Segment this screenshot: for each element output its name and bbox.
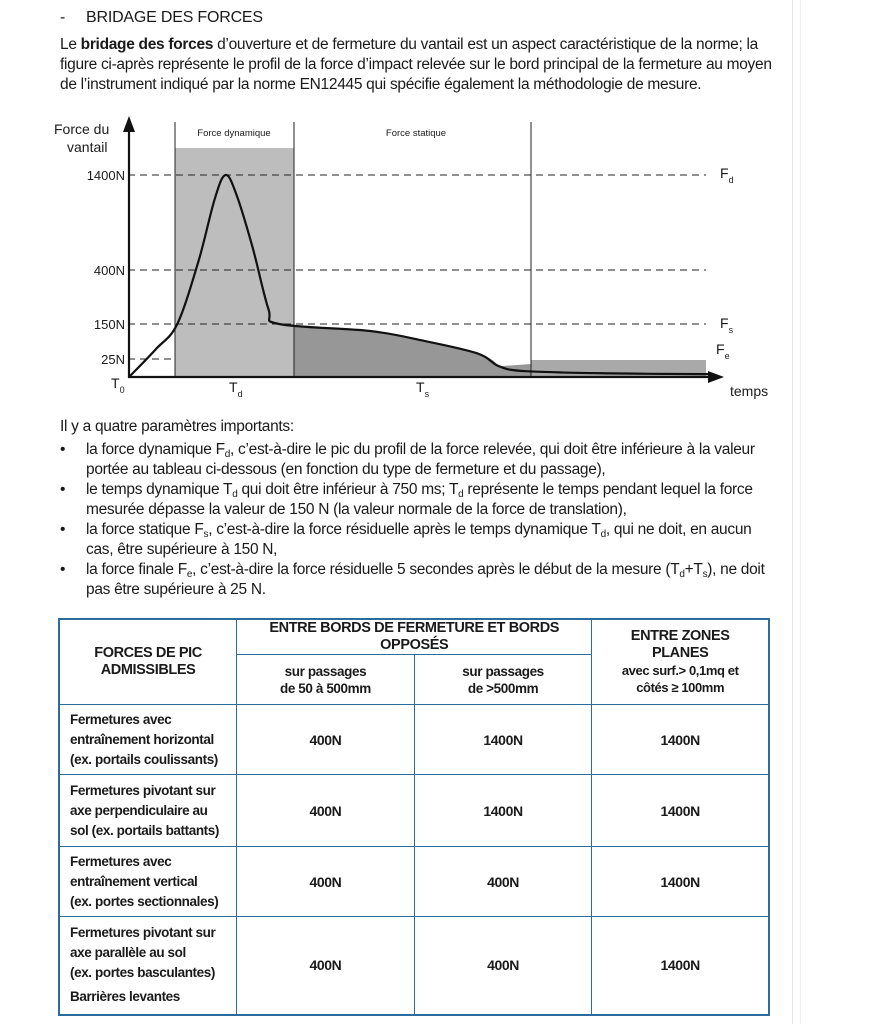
row-label: Fermetures pivotant sur axe parallèle au sol (ex. portes basculantes) Barrières levantes [59,917,237,1015]
bullet-glyph: • [60,441,66,458]
heading-dash: - [60,9,66,26]
intro-post: d’ouverture et de fermeture du vantail est un aspect caractéristique de la norme; la figure ci-après représente le profil de la force d’impact relevée sur le bord principal de la fermeture au moyen de l’instrument indiqué par la norme EN12445 qui spécifie également la méthodologie de mesure. [60,36,772,93]
cell-value: 400N [237,847,415,917]
y-tick-1400: 1400N [86,168,125,183]
cell-value: 400N [237,775,415,847]
x-axis-label: temps [730,383,769,399]
param-item: • la force finale $F_e$, c’est-à-dire la force résiduelle 5 secondes après le début de la mesure $(T_d+T_s)$, ne doit pas être supérieure à 25 N. [60,561,765,598]
params-title: Il y a quatre paramètres importants: [60,418,294,435]
region-label-dynamic: Force dynamique [197,128,271,139]
intro-paragraph [60,35,780,95]
cell-value: 1400N [592,775,769,847]
cell-value: 1400N [592,705,769,775]
cell-value: 400N [237,705,415,775]
row-label: Fermetures pivotant sur axe perpendiculaire au sol (ex. portails battants) [59,775,237,847]
region-label-static: Force statique [385,128,447,139]
page-edge-rule [792,0,793,1024]
y-tick-150: 150N [93,317,125,332]
cell-value: 400N [414,847,592,917]
static-zone [279,324,531,377]
y-axis-label-line1: Force du [54,121,110,137]
y-tick-25: 25N [101,352,125,367]
force-profile-chart [40,112,790,412]
row-label: Fermetures avec entraînement vertical (ex. portes sectionnales) [59,847,237,917]
bullet-glyph: • [60,561,66,578]
y-axis-label-line2: vantail [67,139,108,155]
bullet-glyph: • [60,521,66,538]
cell-value: 400N [414,917,592,1015]
subheader-50-500: sur passages de 50 à 500mm [237,655,415,705]
peak-forces-table [58,618,770,1016]
param-item: • la force statique $F_s$, c’est-à-dire la force résiduelle après le temps dynamique $T_d$, qui ne doit, en aucun cas, être supérieure à 150 N, [60,521,752,558]
param-item: • le temps dynamique $T_d$ qui doit être inférieur à 750 ms; $T_d$ représente le temps pendant lequel la force mesurée dépasse la valeur de 150 N (la valeur normale de la force de translation), [60,481,753,518]
table-group-header-planes [592,619,769,705]
table-group-header-edges: ENTRE BORDS DE FERMETURE ET BORDS OPPOSÉS [237,619,592,655]
heading-title: BRIDAGE DES FORCES [86,9,263,26]
y-tick-400: 400N [93,263,125,278]
planes-title: ENTRE ZONES PLANES [630,628,730,661]
cell-value: 1400N [414,775,592,847]
cell-value: 1400N [414,705,592,775]
table-row [59,917,769,1015]
params-list [60,440,780,600]
table-row [59,847,769,917]
section-heading [60,9,263,27]
cell-value: 1400N [592,917,769,1015]
row-label: Fermetures avec entraînement horizontal (ex. portails coulissants) [59,705,237,775]
param-item: • la force dynamique $F_d$, c’est-à-dire le pic du profil de la force relevée, qui doit être inférieure à la valeur portée au tableau ci-dessous (en fonction du type de fermeture et du passage), [60,441,755,478]
intro-pre: Le [60,36,81,53]
cell-value: 1400N [592,847,769,917]
table-row [59,705,769,775]
subheader-over-500: sur passages de >500mm [414,655,592,705]
label-fs: $F_s$ [720,315,734,335]
table-corner-header: FORCES DE PIC ADMISSIBLES [59,619,237,705]
label-td: $T_d$ [229,379,243,399]
label-fd: $F_d$ [720,165,734,185]
intro-bold: bridage des forces [80,36,214,53]
table-row [59,775,769,847]
cell-value: 400N [237,917,415,1015]
label-fe: $F_e$ [716,341,730,361]
page-edge-rule-2 [800,0,801,1024]
label-ts: $T_s$ [416,379,430,399]
label-t0: $T_0$ [111,375,125,395]
dynamic-zone [175,148,294,377]
planes-subtitle: avec surf.> 0,1mq et côtés ≥ 100mm [621,663,739,695]
bullet-glyph: • [60,481,66,498]
